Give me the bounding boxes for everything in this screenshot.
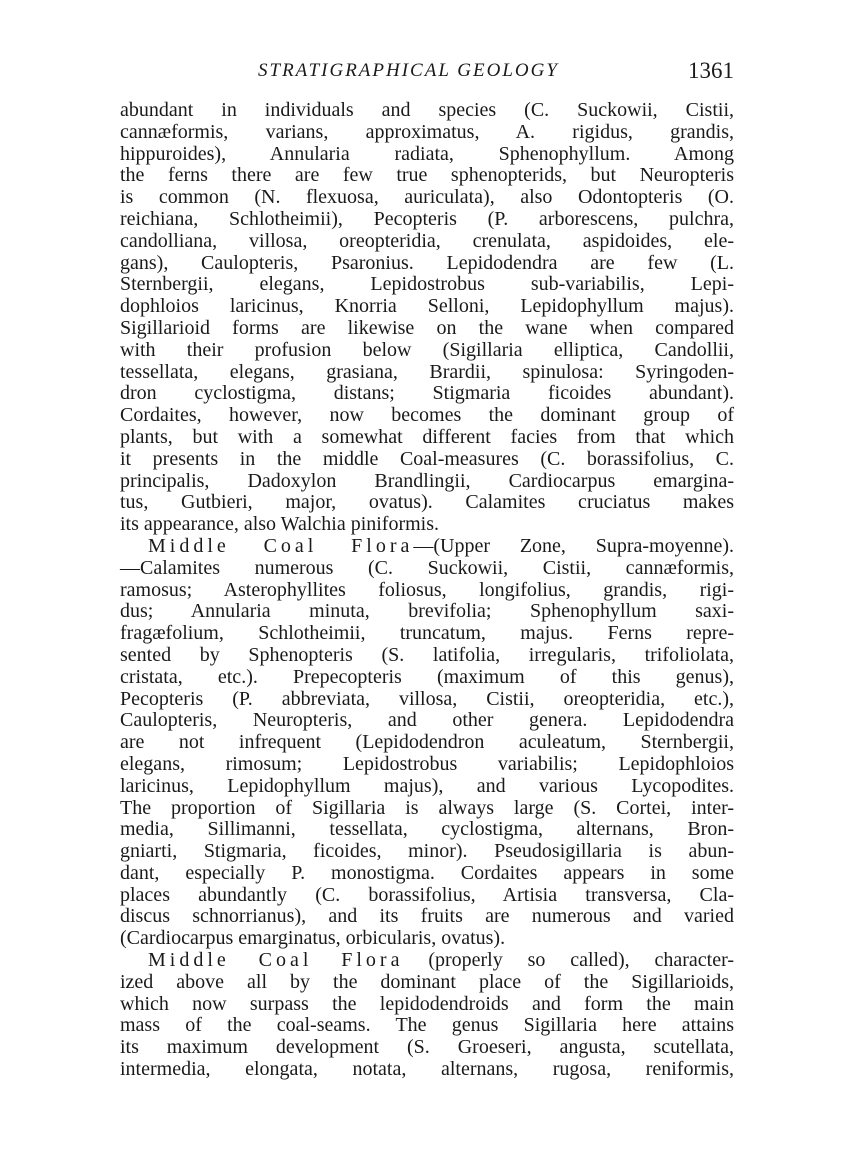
text-line: Caulopteris, Neuropteris, and other genera. Lepidodendra (120, 709, 734, 732)
text-line: the ferns there are few true sphenopterids, but Neuropteris (120, 164, 734, 187)
text-line: ized above all by the dominant place of the Sigillarioids, (120, 970, 734, 993)
text-line: it presents in the middle Coal-measures (C. borassifolius, C. (120, 447, 734, 470)
text-line: fragæfolium, Schlotheimii, truncatum, majus. Ferns repre- (120, 622, 734, 645)
text-line: intermedia, elongata, notata, alternans, rugosa, reniformis, (120, 1058, 734, 1081)
text-line: which now surpass the lepidodendroids and form the main (120, 992, 734, 1015)
text-line: cristata, etc.). Prepecopteris (maximum of this genus), (120, 665, 734, 688)
text-line: Cordaites, however, now becomes the dominant group of (120, 404, 734, 427)
text-line: dophloios laricinus, Knorria Selloni, Lepidophyllum majus). (120, 295, 734, 318)
text-line: ramosus; Asterophyllites foliosus, longifolius, grandis, rigi- (120, 578, 734, 601)
text-line: sented by Sphenopteris (S. latifolia, irregularis, trifoliolata, (120, 643, 734, 666)
text-line: are not infrequent (Lepidodendron aculeatum, Sternbergii, (120, 731, 734, 754)
text-line: principalis, Dadoxylon Brandlingii, Cardiocarpus emargina- (120, 469, 734, 492)
section-heading-line (120, 536, 734, 558)
paragraph-end-line: its appearance, also Walchia piniformis. (120, 513, 440, 536)
text-line: elegans, rimosum; Lepidostrobus variabilis; Lepidophloios (120, 752, 734, 775)
text-line: dant, especially P. monostigma. Cordaites appears in some (120, 861, 734, 884)
paragraph-end-line: (Cardiocarpus emarginatus, orbicularis, ovatus). (120, 927, 506, 950)
section-heading-line (120, 950, 734, 972)
running-head-title: STRATIGRAPHICAL GEOLOGY (258, 60, 559, 81)
text-line: abundant in individuals and species (C. Suckowii, Cistii, (120, 99, 734, 121)
text-line: dus; Annularia minuta, brevifolia; Sphenophyllum saxi- (120, 600, 734, 623)
text-line: mass of the coal-seams. The genus Sigillaria here attains (120, 1014, 734, 1037)
text-line: its maximum development (S. Groeseri, angusta, scutellata, (120, 1036, 734, 1059)
text-line: tus, Gutbieri, major, ovatus). Calamites cruciatus makes (120, 491, 734, 514)
section-heading: Middle Coal Flora (148, 949, 404, 972)
text-line: discus schnorrianus), and its fruits are numerous and varied (120, 905, 734, 928)
text-line: candolliana, villosa, oreopteridia, crenulata, aspidoides, ele- (120, 229, 734, 252)
section-heading-rest: —(Upper Zone, Supra-moyenne). (413, 534, 735, 557)
text-line: places abundantly (C. borassifolius, Artisia transversa, Cla- (120, 883, 734, 906)
text-line: Sigillarioid forms are likewise on the wane when compared (120, 316, 734, 339)
text-line: Pecopteris (P. abbreviata, villosa, Cistii, oreopteridia, etc.), (120, 687, 734, 710)
text-line: plants, but with a somewhat different facies from that which (120, 425, 734, 448)
text-line: gniarti, Stigmaria, ficoides, minor). Pseudosigillaria is abun- (120, 840, 734, 863)
text-line: hippuroides), Annularia radiata, Sphenophyllum. Among (120, 142, 734, 165)
body-text (120, 100, 734, 1081)
text-line: dron cyclostigma, distans; Stigmaria ficoides abundant). (120, 382, 734, 405)
text-line: The proportion of Sigillaria is always large (S. Cortei, inter- (120, 796, 734, 819)
text-line: gans), Caulopteris, Psaronius. Lepidodendra are few (L. (120, 251, 734, 274)
section-heading: Middle Coal Flora (148, 534, 414, 557)
text-line: Sternbergii, elegans, Lepidostrobus sub-variabilis, Lepi- (120, 273, 734, 296)
text-line: tessellata, elegans, grasiana, Brardii, spinulosa: Syringoden- (120, 360, 734, 383)
page-number: 1361 (688, 58, 734, 83)
text-line: media, Sillimanni, tessellata, cyclostigma, alternans, Bron- (120, 818, 734, 841)
text-line: laricinus, Lepidophyllum majus), and various Lycopodites. (120, 774, 734, 797)
text-line: cannæformis, varians, approximatus, A. rigidus, grandis, (120, 120, 734, 143)
text-line: —Calamites numerous (C. Suckowii, Cistii, cannæformis, (120, 556, 734, 579)
section-heading-rest: (properly so called), character- (403, 949, 734, 972)
text-line: reichiana, Schlotheimii), Pecopteris (P. arborescens, pulchra, (120, 207, 734, 230)
text-line: is common (N. flexuosa, auriculata), also Odontopteris (O. (120, 186, 734, 209)
text-line: with their profusion below (Sigillaria elliptica, Candollii, (120, 338, 734, 361)
running-header (122, 58, 734, 90)
